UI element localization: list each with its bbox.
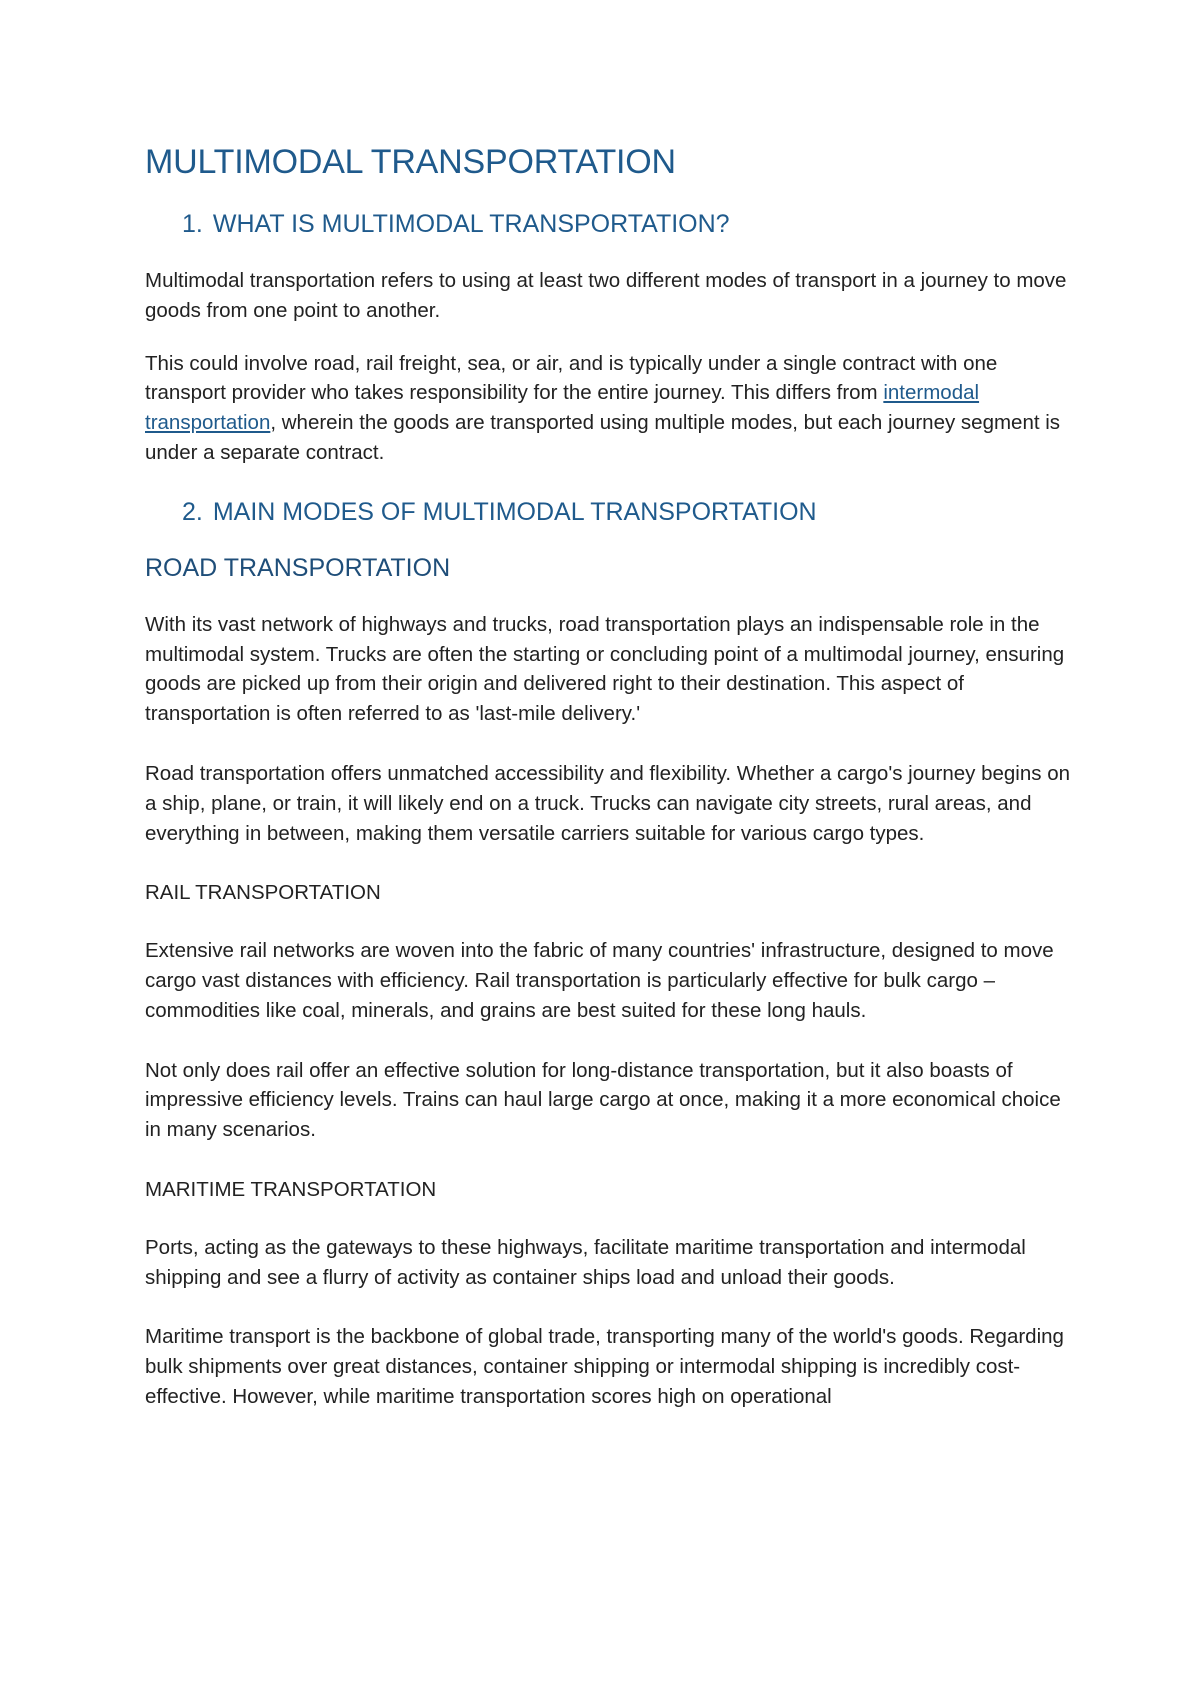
section-number: 2. xyxy=(182,497,203,526)
section-number: 1. xyxy=(182,210,203,238)
section-heading-what-is xyxy=(182,210,1080,239)
paragraph-text-before-link: This could involve road, rail freight, sea, or air, and is typically under a single contract with one transport provider who takes responsibility for the entire journey. This differs from xyxy=(145,351,998,405)
maritime-paragraph-1: Ports, acting as the gateways to these highways, facilitate maritime transportation and intermodal shipping and see a flurry of activity as container ships load and unload their goods. xyxy=(145,1235,1026,1289)
section-title: MAIN MODES OF MULTIMODAL TRANSPORTATION xyxy=(212,497,817,526)
road-paragraph-1: With its vast network of highways and trucks, road transportation plays an indispensable role in the multimodal system. Trucks are often the starting or concluding point of a multimodal journey, ensuring goods are picked up from their origin and delivered right to their destination. This aspect of transportation is often referred to as 'last-mile delivery.' xyxy=(145,612,1065,726)
maritime-transportation-heading: MARITIME TRANSPORTATION xyxy=(145,1177,437,1201)
road-paragraph-2: Road transportation offers unmatched accessibility and flexibility. Whether a cargo's journey begins on a ship, plane, or train, it will likely end on a truck. Trucks can navigate city streets, rural areas, and everything in between, making them versatile carriers suitable for various cargo types. xyxy=(145,761,1071,845)
maritime-paragraph-2: Maritime transport is the backbone of global trade, transporting many of the world's goods. Regarding bulk shipments over great distances, container shipping or intermodal shipping is incredibly cost-effective. However, while maritime transportation scores high on operational xyxy=(145,1325,1064,1408)
section-heading-main-modes xyxy=(182,498,1080,527)
rail-paragraph-2: Not only does rail offer an effective solution for long-distance transportation, but it also boasts of impressive efficiency levels. Trains can haul large cargo at once, making it a more economical choice in many scenarios. xyxy=(145,1058,1061,1142)
intermodal-transportation-link[interactable]: intermodal transportation xyxy=(145,381,980,435)
paragraph-definition: Multimodal transportation refers to using at least two different modes of transport in a journey to move goods from one point to another. xyxy=(145,269,1067,322)
road-transportation-heading: ROAD TRANSPORTATION xyxy=(145,553,451,582)
paragraph-contract xyxy=(145,349,1080,468)
rail-transportation-heading: RAIL TRANSPORTATION xyxy=(145,881,381,905)
rail-paragraph-1: Extensive rail networks are woven into the fabric of many countries' infrastructure, designed to move cargo vast distances with efficiency. Rail transportation is particularly effective for bulk cargo – commodities like coal, minerals, and grains are best suited for these long hauls. xyxy=(145,939,1054,1022)
section-title: WHAT IS MULTIMODAL TRANSPORTATION? xyxy=(212,210,730,238)
paragraph-text-after-link: , wherein the goods are transported using multiple modes, but each journey segment is under a separate contract. xyxy=(145,411,1061,464)
document-title: MULTIMODAL TRANSPORTATION xyxy=(145,143,676,181)
